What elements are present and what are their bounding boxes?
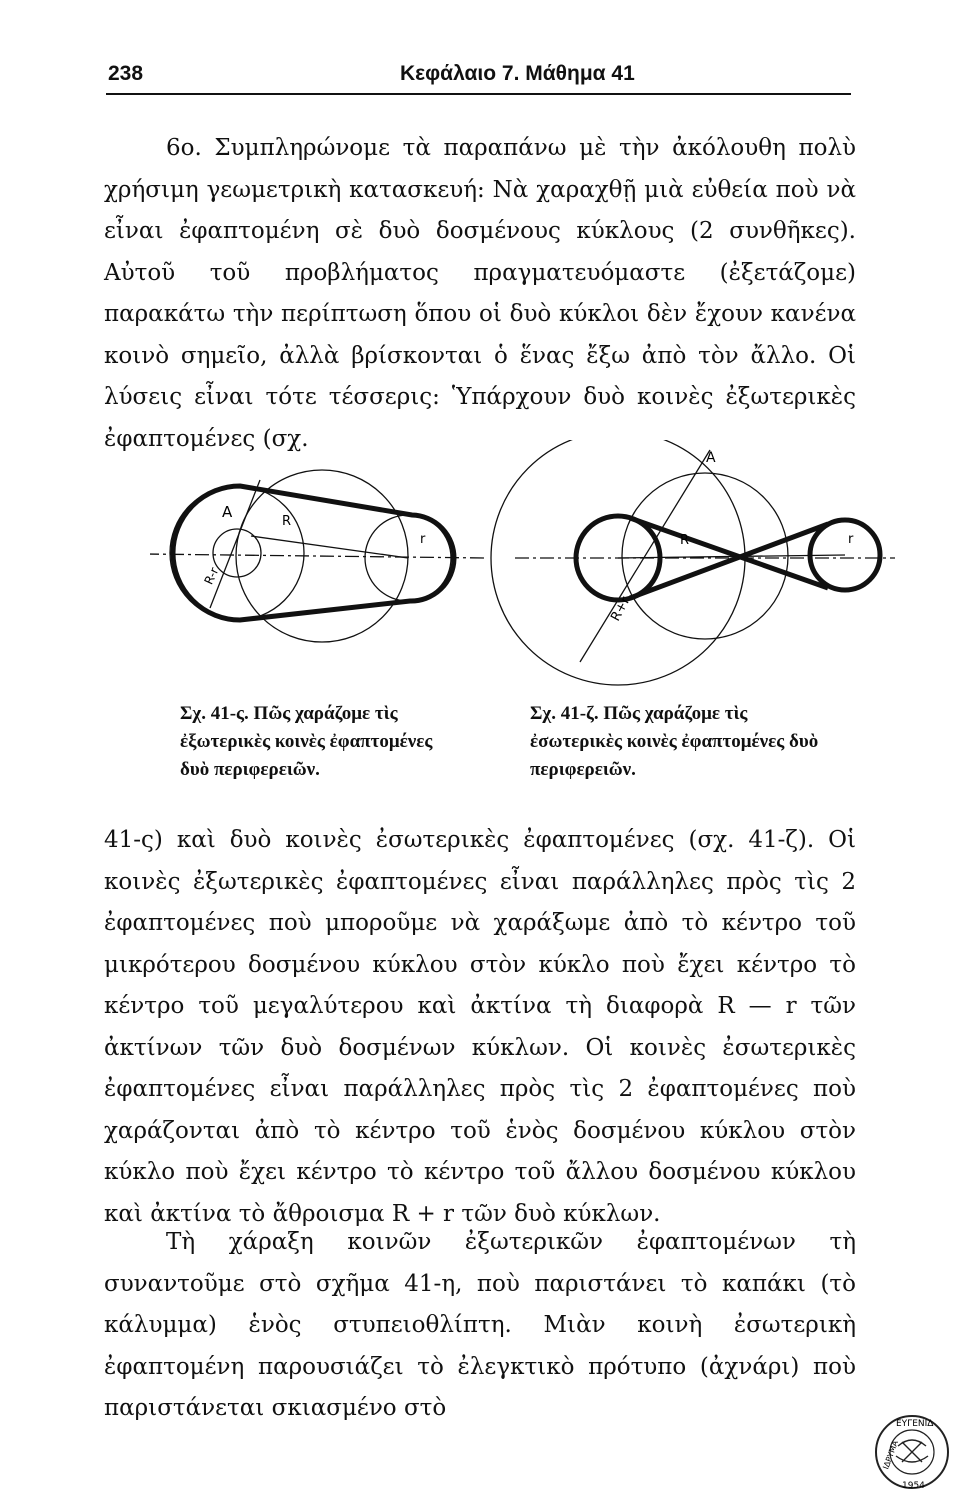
caption-41-s: Σχ. 41-ς. Πῶς χαράζομε τὶς ἐξωτερικὲς κοινὲς ἐφαπτομένες δυὸ περιφερειῶν. xyxy=(180,703,433,780)
paragraph-intro: 6ο. Συμπληρώνομε τὰ παραπάνω μὲ τὴν ἀκόλουθη πολὺ χρήσιμη γεωμετρικὴ κατασκευή: Νὰ χαραχθῇ μιὰ εὐθεία ποὺ νὰ εἶναι ἐφαπτομένη σὲ δυὸ δοσμένους κύκλους (2 συνθῆκες). Αὐτοῦ τοῦ προβλήματος πραγματευόμαστε (ἐξετάζομε) παρακάτω τὴν περίπτωση ὅπου οἱ δυὸ κύκλοι δὲν ἔχουν κανένα κοινὸ σημεῖο, ἀλλὰ βρίσκονται ὁ ἕνας ἔξω ἀπὸ τὸν ἄλλο. Οἱ λύσεις εἶναι τότε τέσσερις: Ὑπάρχουν δυὸ κοινὲς ἐξωτερικὲς ἐφαπτομένες (σχ. xyxy=(104,135,856,452)
label-r: r xyxy=(420,532,426,547)
label-R-plus-r: R+r xyxy=(608,594,634,624)
seal-year: 1954 xyxy=(902,1481,925,1491)
paragraph-solutions: 41-ς) καὶ δυὸ κοινὲς ἐσωτερικὲς ἐφαπτομένες (σχ. 41-ζ). Οἱ κοινὲς ἐξωτερικὲς ἐφαπτομένες εἶναι παράλληλες πρὸς τὶς 2 ἐφαπτομένες ποὺ μποροῦμε νὰ χαράξωμε ἀπὸ τὸ κέντρο τοῦ μικρότερου δοσμένου κύκλου στὸν κύκλο ποὺ ἔχει κέντρο τὸ κέντρο τοῦ μεγαλύτερου καὶ ἀκτίνα τὴ διαφορὰ R — r τῶν ἀκτίνων τῶν δυὸ δοσμένων κύκλων. Οἱ κοινὲς ἐσωτερικὲς ἐφαπτομένες εἶναι παράλληλες πρὸς τὶς 2 ἐφαπτομένες ποὺ χαράζονται ἀπὸ τὸ κέντρο τοῦ ἑνὸς δοσμένου κύκλου στὸν κύκλο ποὺ ἔχει κέντρο τὸ κέντρο τοῦ ἄλλου δοσμένου κύκλου καὶ ἀκτίνα τὸ ἄθροισμα R + r τῶν δυὸ κύκλων. xyxy=(104,827,856,1227)
label-R: R xyxy=(680,533,690,548)
paragraph-applications: Τὴ χάραξη κοινῶν ἐξωτερικῶν ἐφαπτομένων τὴ συναντοῦμε στὸ σχῆμα 41-η, ποὺ παριστάνει τὸ καπάκι (τὸ κάλυμμα) ἑνὸς στυπειοθλίπτη. Μιὰν κοινὴ ἐσωτερικὴ ἐφαπτομένη παρουσιάζει τὸ ἐλεγκτικὸ πρότυπο (ἀχνάρι) ποὺ παριστάνεται σκιασμένο στὸ xyxy=(104,1229,856,1421)
label-R: R xyxy=(282,514,292,529)
page-number: 238 xyxy=(108,62,144,85)
label-R-minus-r: R-r xyxy=(201,565,222,587)
figure-41-s xyxy=(150,470,485,642)
figure-41-z xyxy=(491,440,895,685)
page-header xyxy=(108,62,848,92)
running-title: Κεφάλαιο 7. Μάθημα 41 xyxy=(400,62,635,85)
seal-top-text: ΕΥΓΕΝΙΔ xyxy=(896,1419,934,1429)
seal-side-text: ΙΔΡΥΜΑ xyxy=(881,1439,901,1471)
caption-41-z: Σχ. 41-ζ. Πῶς χαράζομε τὶς ἐσωτερικὲς κοινὲς ἐφαπτομένες δυὸ περιφερειῶν. xyxy=(530,703,819,780)
label-r: r xyxy=(848,532,854,547)
label-A: A xyxy=(222,503,233,521)
label-A: A xyxy=(706,450,716,466)
header-rule xyxy=(106,93,851,95)
tangent-figures xyxy=(150,440,900,690)
foundation-seal xyxy=(868,1412,956,1492)
